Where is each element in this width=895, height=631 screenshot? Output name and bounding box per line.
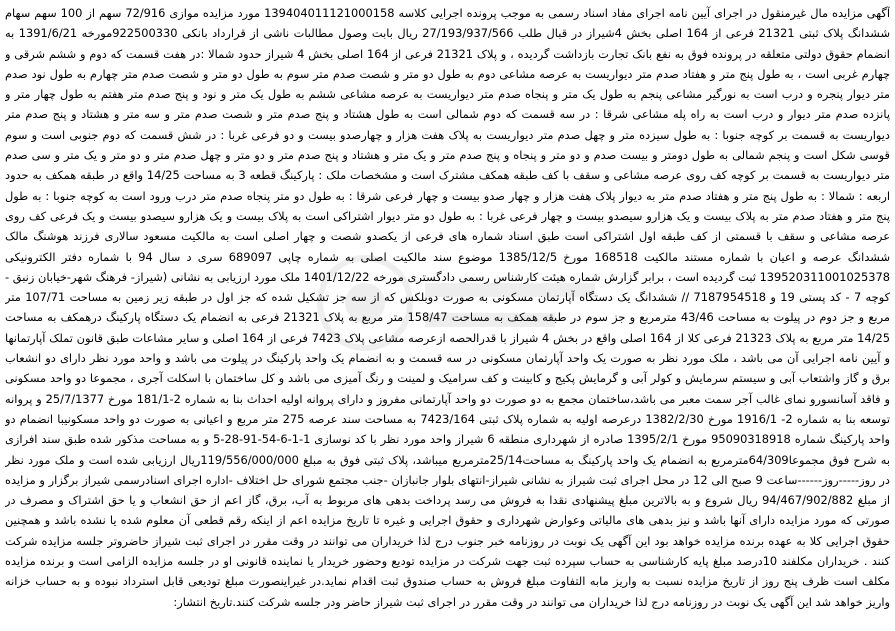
- notice-body-text: آگهی مزایده مال غیرمنقول در اجرای آیین نامه اجرای مفاد اسناد رسمی به موجب پرونده اجرایی کلاسه 139404011121000158 مورد مزایده موازی 72/916 سهم از 100 سهم سهام ششدانگ پلاک ثبتی 21321 فرعی از 164 اصلی بخش 4شیراز در قبال طلب 27/193/937/566 ریال بابت وصول مطالبات ناشی از قرارداد بانکی 922500330مورخه 1391/6/21 به انضمام حقوق دولتی متعلقه در پرونده فوق به نفع بانک تجارت بازداشت گردیده ، و پلاک 21321 فرعی از 164 اصلی بخش 4 شیراز حدود شمالا :در هفت قسمت که دوم و ششم شرقی و چهارم غربی است ، به طول پنج متر و هفتاد صدم متر دیواریست به عرصه مشاعی دوم به طول دو متر و شصت صدم متر سوم به طول دو متر و شصت صدم متر چهارم به طول نود صدم متر دیوار پنجره و درب است به نورگیر مشاعی پنجم به طول یک متر و پنجاه صدم متر دیواریست به عرصه مشاعی ششم به طول یک متر و نود و پنج صدم متر هفتم به طول چهار متر و پانزده صدم متر دیوار و درب است به راه پله مشاعی شرقا : در سه قسمت که دوم شمالی است به طول هشتاد و پنج صدم متر و شصت صدم متر و سه متر و هشتاد و پنج صدم متر دیواریست به قسمت بر کوچه جنوبا : به طول سیزده متر و چهل صدم متر دیواریست به پلاک هفت هزار و چهارصدو بیست و دو فرعی غربا : در شش قسمت که دوم جنوبی است و سوم قوسی شکل است و پنجم شمالی به طول دومتر و بیست صدم و دو متر و پنجاه و پنج صدم متر و یک متر و هشتاد و پنج صدم متر و دو متر و چهل صدم متر و دو متر و یک متر و سی صدم متر دیواریست به قسمت بر کوچه کف روی عرصه مشاعی و سقف با کف طبقه همکف مشترک است و مشخصات ملک : پارکینگ قطعه 3 به مساحت 14/25 واقع در طبقه همکف به حدود اربعه : شمالا : به طول پنج متر و هفتاد صدم متر به دیوار پلاک هفت هزار و چهار صدو بیست و چهار فرعی شرقا : به طول دو متر پنجاه صدم متر درب ورود است به کوچه جنوبا : به طول پنج متر و هفتاد صدم متر به پلاک بیست و یک هزارو سیصدو بیست و چهار فرعی غربا : به طول دو متر دیوار اشتراکی است به پلاک بیست و یک هزارو سیصدو بیست و یک فرعی کف روی عرصه مشاعی و سقف با قسمتی از کف طبقه اول اشتراکی است طبق اسناد شماره های فرعی از یکصدو شصت و چهار اصلی است به مالکیت مسعود سالاری فرزند هوشنگ مالک ششدانگ عرصه و اعیان با شماره مستند مالکیت 168518 مورخ 1385/12/5 موضوع سند مالکیت اصلی به شماره چاپی 689097 سری د سال 94 با شماره دفتر الکترونیکی 139520311001025378 ثبت گردیده است ، برابر گزارش شماره هیئت کارشناس رسمی دادگستری مورخه 1401/12/22 ملک مورد ارزیابی به نشانی (شیراز- فرهنگ شهر-خیابان زنبق - کوچه 7 - کد پستی 19 و 7187954518 // ششدانگ یک دستگاه آپارتمان مسکونی به صورت دوبلکس که از سه جز تشکیل شده که جز اول در طبقه زیر زمین به مساحت 107/71 متر مربع و جز دوم در پیلوت به مساحت 43/46 مترمربع و جز سوم در طبقه همکف به مساحت 158/47 متر مربع به پلاک 21321 فرعی به انضمام یک دستگاه پارکینگ درهمکف به مساحت 14/25 متر مربع به پلاک 21323 فرعی کلا از 164 اصلی واقع در بخش 4 شیراز با قدرالحصه ازعرصه مشاعی پلاک 7423 فرعی از 164 اصلی و سایر مشاعات طبق قانون تملک آپارتمانها و آیین نامه اجرایی آن می باشد ، ملک مورد نظر به صورت یک واحد آپارتمان مسکونی در سه قسمت و به انضمام یک واحد پارکینگ در پیلوت می باشد و واحد مورد نظر دارای دو انشعاب برق و گاز واشتعاب آبی و سیستم سرمایش و کولر آبی و گرمایش پکیج و کابینت و کف سرامیک و لمینت و رنگ آمیزی می باشد و کل ساختمان با اسکلت آجری ، مجموعا دو واحد مسکونی و فاقد آسانسورو نمای غالب آجر سمت معبر می باشد،ساختمان مجمع به دو صورت دو واحد آپارتمانی مفروز و دارای پروانه اولیه احداث بنا به شماره 2-181/1 مورخ 25/7/1377 و پروانه توسعه بنا به شماره 2- 1916/1 مورخ 1382/2/30 درعرصه اولیه به شماره پلاک ثبتی 7423/164 به مساحت سند عرصه 275 متر مربع و اعیانی به صورت دو واحد مسکونیبا انضمام دو واحد پارکینگ شماره 95090318918 مورخ 1395/2/1 صادره از شهرداری منطقه 6 شیراز واحد مورد نظر با کد نوسازی 1-1-6-54-91-28-5 و به مساحت مذکور شده طبق سند افرازی به شرح فوق مجموعا64/309مترمربع به انضمام یک واحد پارکینگ به مساحت25/14مترمربع میباشد، پلاک ثبتی فوق به مبلغ 119/556/000/000ریال ارزیابی شده است و ملک مورد نظر در روز-----روز------ساعت 9 صبح الی 12 در محل اجرای ثبت شیراز به نشانی شیراز-انتهای بلوار جانبازان -جنب مجتمع شورای حل اختلاف -اداره اجرای اسنادرسمی شیراز برگزار و مزایده از مبلغ 94/467/902/882 ریال شروع و به بالاترین مبلغ پیشنهادی نقدا به فروش می رسد پرداخت بدهی های مربوط به آب، برق، گاز اعم از حق انشعاب و یا حق اشتراک و مصرف در صورتی که مورد مزایده دارای آنها باشد و نیز بدهی های مالیاتی وعوارض شهرداری و حقوق اجرایی و غیره تا تاریخ مزایده اعم از اینکه رقم قطعی آن معلوم شده یا نشده باشد و همچنین حقوق اجرایی کلا به عهده برنده مزایده خواهد بود این آگهی یک نوبت در روزنامه خبر جنوب درج لذا خریداران می توانند در وقت مقرر در اجرای ثبت شیراز حاضروتر جلسه مزایده شرکت کنند . خریداران مکلفند 10درصد مبلغ پایه کارشناسی به حساب سپرده ثبت جهت شرکت در مزایده تودیع وحضور خریدار یا نماینده قانونی او در جلسه مزایده الزامی است و برنده مزایده مکلف است ظرف پنج روز از تاریخ مزایده نسبت به واریز مابه التفاوت مبلغ فروش به حساب صندوق ثبت اقدام نماید.در غیراینصورت مبلغ تودیعی قابل استرداد نبوده و به حساب خزانه واریز خواهد شد این آگهی یک نوبت در روزنامه درج لذا خریداران می توانند در وقت مقرر در اجرای ثبت شیراز حاضر ودر جلسه شرکت کنند.تاریخ انتشار:: [5, 6, 890, 609]
- auction-notice: [5, 3, 890, 627]
